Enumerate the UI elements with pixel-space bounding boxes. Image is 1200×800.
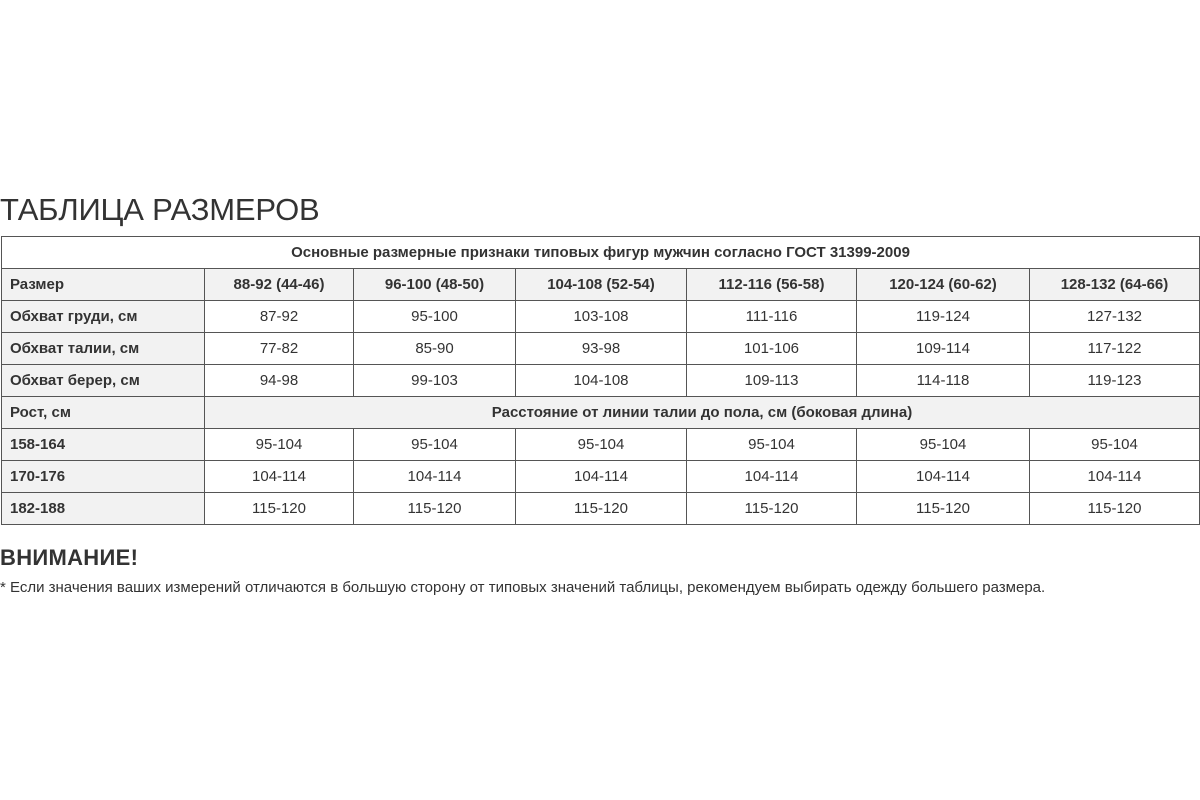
size-header-cell: 104-108 (52-54) <box>516 269 687 301</box>
table-cell: 104-114 <box>687 461 857 493</box>
table-cell: 104-114 <box>205 461 354 493</box>
table-cell: 115-120 <box>687 493 857 525</box>
measurement-row-waist <box>2 333 1200 365</box>
size-table <box>1 236 1200 525</box>
table-cell: 109-113 <box>687 365 857 397</box>
row-label: 170-176 <box>2 461 205 493</box>
table-cell: 114-118 <box>857 365 1030 397</box>
page-title: ТАБЛИЦА РАЗМЕРОВ <box>0 192 320 227</box>
row-label: 158-164 <box>2 429 205 461</box>
row-label: 182-188 <box>2 493 205 525</box>
table-cell: 115-120 <box>205 493 354 525</box>
height-header-row <box>2 397 1200 429</box>
size-header-cell: 96-100 (48-50) <box>354 269 516 301</box>
height-row <box>2 493 1200 525</box>
size-header-cell: 112-116 (56-58) <box>687 269 857 301</box>
table-cell: 115-120 <box>516 493 687 525</box>
table-cell: 95-104 <box>205 429 354 461</box>
table-cell: 93-98 <box>516 333 687 365</box>
size-header-cell: 120-124 (60-62) <box>857 269 1030 301</box>
table-cell: 115-120 <box>1030 493 1200 525</box>
table-cell: 109-114 <box>857 333 1030 365</box>
table-cell: 115-120 <box>857 493 1030 525</box>
height-row <box>2 429 1200 461</box>
measurement-row-chest <box>2 301 1200 333</box>
table-cell: 95-104 <box>857 429 1030 461</box>
table-cell: 104-114 <box>516 461 687 493</box>
table-cell: 103-108 <box>516 301 687 333</box>
table-caption: Основные размерные признаки типовых фигур мужчин согласно ГОСТ 31399-2009 <box>2 237 1200 269</box>
table-cell: 117-122 <box>1030 333 1200 365</box>
table-cell: 119-123 <box>1030 365 1200 397</box>
table-cell: 95-104 <box>354 429 516 461</box>
table-cell: 101-106 <box>687 333 857 365</box>
notice-text: * Если значения ваших измерений отличаются в большую сторону от типовых значений таблицы, рекомендуем выбирать одежду большего размера. <box>0 579 1046 596</box>
table-cell: 95-104 <box>516 429 687 461</box>
table-cell: 99-103 <box>354 365 516 397</box>
row-label: Обхват талии, см <box>2 333 205 365</box>
table-cell: 115-120 <box>354 493 516 525</box>
height-header-label: Рост, см <box>2 397 205 429</box>
table-cell: 87-92 <box>205 301 354 333</box>
table-cell: 95-100 <box>354 301 516 333</box>
table-cell: 95-104 <box>1030 429 1200 461</box>
table-cell: 111-116 <box>687 301 857 333</box>
table-cell: 85-90 <box>354 333 516 365</box>
table-cell: 127-132 <box>1030 301 1200 333</box>
size-header-label: Размер <box>2 269 205 301</box>
height-header-caption: Расстояние от линии талии до пола, см (боковая длина) <box>205 397 1200 429</box>
height-row <box>2 461 1200 493</box>
measurement-row-hips <box>2 365 1200 397</box>
table-cell: 77-82 <box>205 333 354 365</box>
size-header-cell: 128-132 (64-66) <box>1030 269 1200 301</box>
notice-title: ВНИМАНИЕ! <box>0 545 139 570</box>
table-cell: 95-104 <box>687 429 857 461</box>
row-label: Обхват берер, см <box>2 365 205 397</box>
table-cell: 119-124 <box>857 301 1030 333</box>
table-cell: 94-98 <box>205 365 354 397</box>
table-caption-row <box>2 237 1200 269</box>
size-header-cell: 88-92 (44-46) <box>205 269 354 301</box>
table-cell: 104-114 <box>1030 461 1200 493</box>
size-header-row <box>2 269 1200 301</box>
table-cell: 104-114 <box>354 461 516 493</box>
table-cell: 104-108 <box>516 365 687 397</box>
table-cell: 104-114 <box>857 461 1030 493</box>
row-label: Обхват груди, см <box>2 301 205 333</box>
